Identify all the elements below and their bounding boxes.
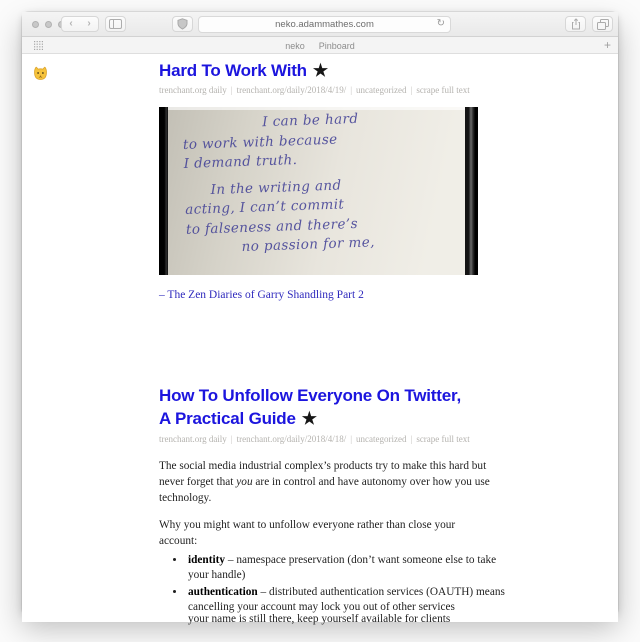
reasons-list xyxy=(159,553,505,627)
bookmark-items xyxy=(22,37,618,54)
star-icon: ★ xyxy=(312,61,328,80)
meta-feed-link[interactable]: trenchant.org daily xyxy=(159,434,227,444)
address-bar[interactable] xyxy=(198,16,451,33)
list-item-authentication: • authentication – distributed authentication services (OAUTH) means cancelling your account may lock you out of other services xyxy=(186,585,483,615)
post-title-1 xyxy=(159,62,483,80)
share-icon xyxy=(571,18,581,30)
paragraph-1: The social media industrial complex’s products try to make this hard but never forget that you are in control and have autonomy over how you use technology. xyxy=(159,460,490,504)
share-button[interactable] xyxy=(565,16,586,32)
meta-permalink[interactable]: trenchant.org/daily/2018/4/19/ xyxy=(236,85,347,95)
page-content xyxy=(22,61,618,625)
meta-separator: | xyxy=(410,85,413,95)
image-caption-link[interactable]: – The Zen Diaries of Garry Shandling Part 2 xyxy=(159,289,364,301)
browser-window xyxy=(22,12,618,625)
post-meta-2 xyxy=(159,434,483,444)
minimize-window-button[interactable] xyxy=(45,21,52,28)
main-column xyxy=(159,61,505,627)
cat-emoji[interactable] xyxy=(32,66,49,82)
meta-separator: | xyxy=(410,434,413,444)
meta-separator: | xyxy=(350,85,353,95)
bookmark-pinboard[interactable]: Pinboard xyxy=(318,40,355,51)
browser-toolbar xyxy=(22,12,618,37)
back-button[interactable] xyxy=(62,17,80,31)
forward-button[interactable] xyxy=(80,17,98,31)
post-meta-1 xyxy=(159,85,483,95)
nav-button-group xyxy=(61,16,99,32)
meta-category-link[interactable]: uncategorized xyxy=(356,434,407,444)
new-tab-button[interactable]: + xyxy=(603,38,611,52)
bookmark-neko[interactable]: neko xyxy=(285,40,305,51)
forward-icon: › xyxy=(87,18,91,29)
sidebar-icon xyxy=(109,19,122,29)
close-window-button[interactable] xyxy=(32,21,39,28)
meta-scrape-link[interactable]: scrape full text xyxy=(416,85,470,95)
reload-icon[interactable]: ↻ xyxy=(436,18,445,29)
meta-category-link[interactable]: uncategorized xyxy=(356,85,407,95)
meta-feed-link[interactable]: trenchant.org daily xyxy=(159,85,227,95)
post-title-2-line2[interactable]: A Practical Guide ★ xyxy=(159,409,317,428)
star-icon: ★ xyxy=(301,409,317,428)
shield-icon xyxy=(177,18,188,30)
post-image-handwritten-journal xyxy=(159,107,478,275)
sidebar-toggle-button[interactable] xyxy=(105,16,126,32)
post-title-1-link[interactable]: Hard To Work With xyxy=(159,61,307,80)
list-item-clipped: your name is still there, keep yourself available for clients xyxy=(188,613,451,625)
post-title-2 xyxy=(159,384,483,430)
meta-permalink[interactable]: trenchant.org/daily/2018/4/18/ xyxy=(236,434,347,444)
bookmarks-bar xyxy=(22,37,618,54)
meta-scrape-link[interactable]: scrape full text xyxy=(416,434,470,444)
extension-button[interactable] xyxy=(172,16,193,32)
photo-paper xyxy=(168,107,465,275)
paragraph-2: Why you might want to unfollow everyone rather than close your account: xyxy=(159,519,456,547)
post-title-2-line1[interactable]: How To Unfollow Everyone On Twitter, xyxy=(159,386,461,405)
photo-left-edge xyxy=(159,107,168,275)
back-icon: ‹ xyxy=(69,18,73,29)
url-text: neko.adammathes.com xyxy=(275,19,374,30)
list-item-identity: • identity – namespace preservation (don’t want someone else to take your handle) xyxy=(186,553,483,583)
meta-separator: | xyxy=(230,434,233,444)
handwriting-text: I can be hard to work with because I demand truth. In the writing and acting, I can’t commit to falseness and there’s no passion for me, xyxy=(182,110,376,255)
tabs-icon xyxy=(597,19,609,30)
show-tabs-button[interactable] xyxy=(592,16,613,32)
meta-separator: | xyxy=(350,434,353,444)
meta-separator: | xyxy=(230,85,233,95)
